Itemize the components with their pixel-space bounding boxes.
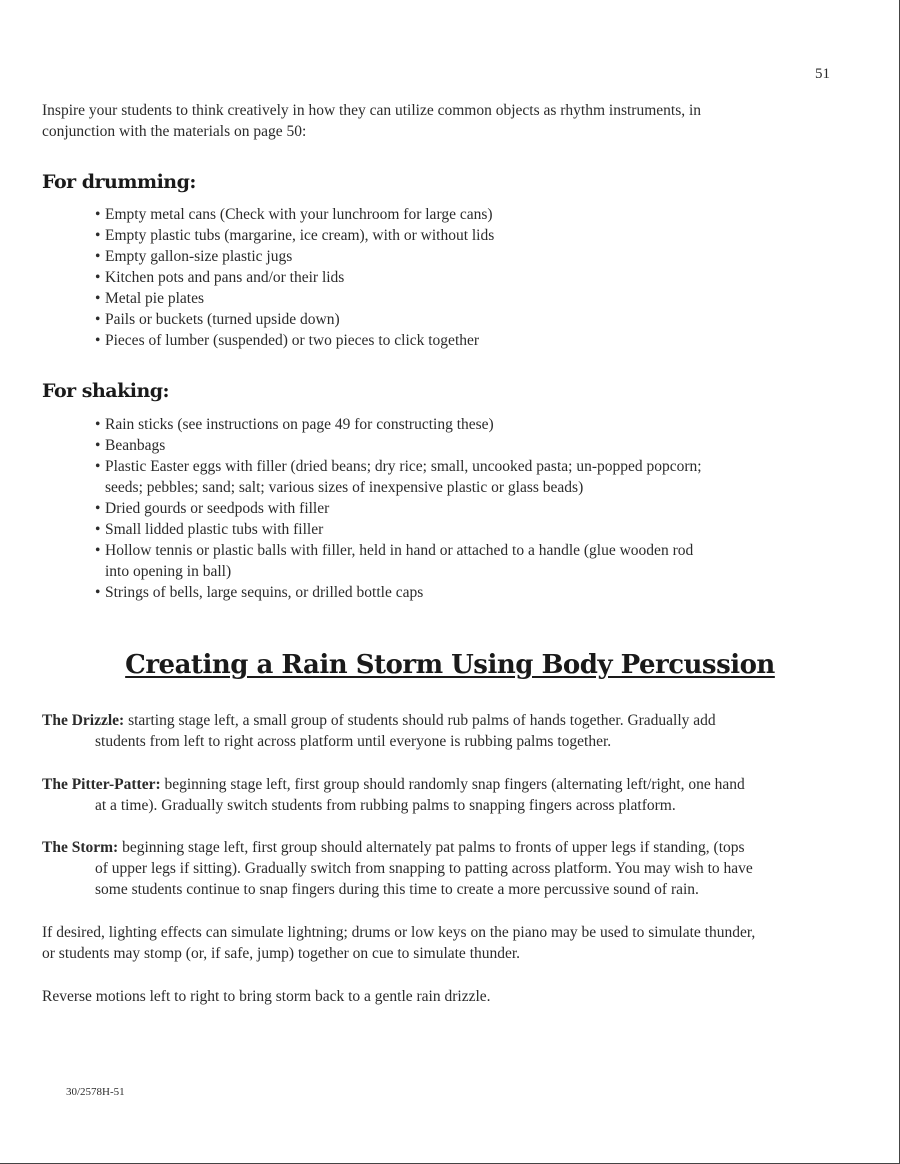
step-pitter-patter bbox=[42, 774, 857, 816]
list-item-text: • Plastic Easter eggs with filler (dried beans; dry rice; small, uncooked pasta; un-popped popcorn; bbox=[105, 458, 702, 475]
page-number: 51 bbox=[815, 66, 830, 82]
list-item bbox=[95, 582, 795, 603]
list-item-text: Small lidded plastic tubs with filler bbox=[105, 521, 324, 538]
intro-line: Inspire your students to think creatively in how they can utilize common objects as rhythm instruments, in bbox=[42, 102, 702, 119]
list-item bbox=[95, 540, 795, 582]
step-storm bbox=[42, 837, 857, 900]
list-item: • Empty gallon-size plastic jugs bbox=[95, 246, 795, 267]
list-item: • Metal pie plates bbox=[95, 288, 795, 309]
shaking-heading: For shaking: bbox=[42, 380, 170, 402]
step-text: beginning stage left, first group should alternately pat palms to fronts of upper legs if standing, (tops bbox=[122, 839, 745, 856]
list-item-text: seeds; pebbles; sand; salt; various sizes of inexpensive plastic or glass beads) bbox=[105, 479, 584, 496]
list-item: • Empty plastic tubs (margarine, ice cream), with or without lids bbox=[95, 225, 795, 246]
reverse-paragraph: Reverse motions left to right to bring storm back to a gentle rain drizzle. bbox=[42, 988, 491, 1005]
step-label: The Pitter-Patter: bbox=[42, 776, 161, 793]
step-text: some students continue to snap fingers during this time to create a more percussive sound of rain. bbox=[95, 881, 699, 898]
list-item: • Pails or buckets (turned upside down) bbox=[95, 309, 795, 330]
list-item: • Empty metal cans (Check with your lunchroom for large cans) bbox=[95, 204, 795, 225]
step-text: students from left to right across platform until everyone is rubbing palms together. bbox=[95, 733, 612, 750]
paragraph-line: If desired, lighting effects can simulate lightning; drums or low keys on the piano may be used to simulate thunder, bbox=[42, 924, 756, 941]
list-item-text: • Hollow tennis or plastic balls with filler, held in hand or attached to a handle (glue wooden rod bbox=[105, 542, 694, 559]
list-item bbox=[95, 435, 795, 456]
shaking-list bbox=[95, 414, 795, 603]
drumming-heading: For drumming: bbox=[42, 171, 196, 193]
step-text: starting stage left, a small group of students should rub palms of hands together. Gradually add bbox=[128, 712, 716, 729]
lightning-paragraph bbox=[42, 922, 872, 964]
list-item-text: Dried gourds or seedpods with filler bbox=[105, 500, 330, 517]
step-drizzle bbox=[42, 710, 857, 752]
list-item bbox=[95, 519, 795, 540]
list-item: • Pieces of lumber (suspended) or two pieces to click together bbox=[95, 330, 795, 351]
list-item-text: Rain sticks (see instructions on page 49 for constructing these) bbox=[105, 416, 494, 433]
step-text: of upper legs if sitting). Gradually switch from snapping to patting across platform. You may wish to have bbox=[95, 860, 753, 877]
list-item-text: Beanbags bbox=[105, 437, 166, 454]
step-label: The Storm: bbox=[42, 839, 119, 856]
step-text: beginning stage left, first group should randomly snap fingers (alternating left/right, one hand bbox=[164, 776, 745, 793]
list-item-text: into opening in ball) bbox=[105, 563, 232, 580]
intro-line: conjunction with the materials on page 50: bbox=[42, 123, 307, 140]
step-text: at a time). Gradually switch students from rubbing palms to snapping fingers across platform. bbox=[95, 797, 676, 814]
intro-paragraph bbox=[42, 100, 842, 142]
rain-storm-heading: Creating a Rain Storm Using Body Percussion bbox=[125, 650, 775, 680]
paragraph-line: or students may stomp (or, if safe, jump) together on cue to simulate thunder. bbox=[42, 945, 521, 962]
list-item-text: Strings of bells, large sequins, or drilled bottle caps bbox=[105, 584, 424, 601]
list-item bbox=[95, 414, 795, 435]
list-item bbox=[95, 456, 795, 498]
drumming-list bbox=[95, 204, 795, 351]
step-label: The Drizzle: bbox=[42, 712, 125, 729]
list-item bbox=[95, 498, 795, 519]
list-item: • Kitchen pots and pans and/or their lids bbox=[95, 267, 795, 288]
footer-code: 30/2578H-51 bbox=[66, 1086, 125, 1098]
